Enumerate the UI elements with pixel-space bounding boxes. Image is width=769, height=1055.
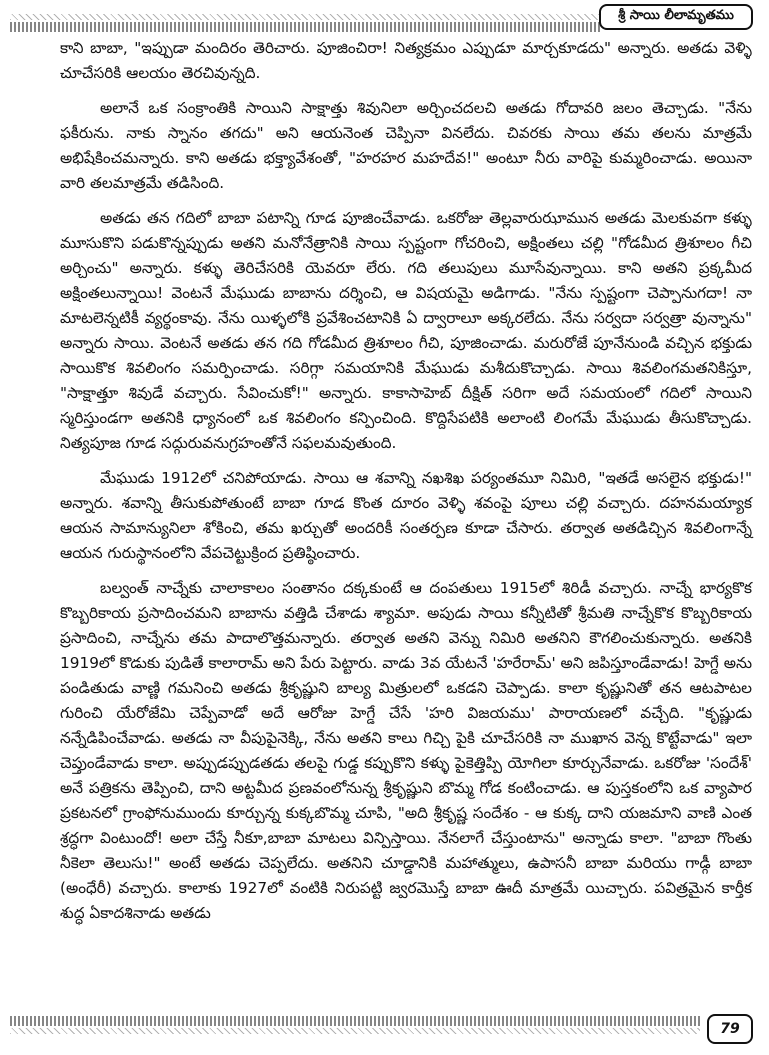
header-border: [10, 22, 600, 32]
paragraph: కాని బాబా, "ఇప్పుడా మందిరం తెరిచారు. పూజించిరా! నిత్యక్రమం ఎప్పుడూ మార్చకూడదు" అన్నారు. అతడు వెళ్ళి చూచేసరికి ఆలయం తెరచివున్నది.: [60, 39, 752, 82]
book-title: శ్రీ సాయి లీలామృతము: [599, 4, 753, 30]
page-body: [60, 36, 752, 936]
paragraph: మేఘుడు 1912లో చనిపోయాడు. సాయి ఆ శవాన్ని నఖశిఖ పర్యంతమూ నిమిరి, "ఇతడే అసలైన భక్తుడు!" అన్నారు. శవాన్ని తీసుకుపోతుంటే బాబా గూడ కొంత దూరం వెళ్ళి శవంపై పూలు చల్లి వచ్చారు. దహనమయ్యాక ఆయన సామాన్యునిలా శోకించి, తమ ఖర్చుతో అందరికీ సంతర్పణ కూడా చేసారు. తర్వాత అతడిచ్చిన శివలింగాన్నే ఆయన గురుస్థానంలోని వేపచెట్టుక్రింద ప్రతిష్ఠించారు.: [60, 469, 752, 562]
page-header: [0, 0, 769, 36]
footer-border: [10, 1016, 700, 1026]
paragraph: అలానే ఒక సంక్రాంతికి సాయిని సాక్షాత్తు శివునిలా అర్చించదలచి అతడు గోదావరి జలం తెచ్చాడు. "నేను ఫకీరును. నాకు స్నానం తగదు" అని ఆయనెంత చెప్పినా వినలేదు. చివరకు సాయి తమ తలను మాత్రమే అభిషేకించమన్నారు. కాని అతడు భక్త్యావేశంతో, "హరహర మహదేవ!" అంటూ నీరు వారిపై కుమ్మరించాడు. అయినా వారి తలమాత్రమే తడిసింది.: [60, 99, 752, 192]
paragraph: బల్వంత్ నాచ్నేకు చాలాకాలం సంతానం దక్కకుంటే ఆ దంపతులు 1915లో శిరిడీ వచ్చారు. నాచ్నే భార్యకొక కొబ్బరికాయ ప్రసాదించమని బాబాను వత్తిడి చేశాడు శ్యామా. అపుడు సాయి కన్నీటితో శ్రీమతి నాచ్నేకొక కొబ్బరికాయ ప్రసాదించి, నాచ్నేను తమ పాదాలొత్తమన్నారు. తర్వాత అతని వెన్ను నిమిరి అతనిని కౌగలించుకున్నారు. అతనికి 1919లో కొడుకు పుడితే కాలారామ్ అని పేరు పెట్టారు. వాడు 3వ యేటనే 'హరేరామ్' అని జపిస్తూండేవాడు! హెగ్డే అను పండితుడు వాణ్ణి గమనించి అతడు శ్రీకృష్ణుని బాల్య మిత్రులలో ఒకడని చెప్పాడు. కాలా కృష్ణునితో తన ఆటపాటల గురించి యేరోజేమి చెప్పేవాడో అదే ఆరోజు హెగ్డే చేసే 'హరి విజయము' పారాయణలో వచ్చేది. "కృష్ణుడు నన్నేడిపించేవాడు. అతడు నా వీపుపైనెక్కి, నేను అతని కాలు గిచ్చి పైకి చూచేసరికి నా ముఖాన వెన్న కొట్టేవాడు" ఇలా చెప్తుండేవాడు కాలా. అప్పుడప్పుడతడు తలపై గుడ్డ కప్పుకొని కళ్ళు పైకెత్తిప్పి యోగిలా కూర్చునేవాడు. ఒకరోజు 'సందేశ్' అనే పత్రికను తెప్పించి, దాని అట్టమీద ప్రణవంలోనున్న శ్రీకృష్ణుని బొమ్మ గోడ కంటించాడు. ఆ పుస్తకంలోని ఒక వ్యాపార ప్రకటనలో గ్రాంఫోనుముందు కూర్చున్న కుక్కబొమ్మ చూపి, "అది శ్రీకృష్ణ సందేశం - ఆ కుక్క దాని యజమాని వాణి ఎంత శ్రద్ధగా వింటుందో! అలా చేస్తే నీకూ,బాబా మాటలు విన్పిస్తాయి. నేనలాగే చేస్తుంటాను" అన్నాడు కాలా. "బాబా గొంతు నీకెలా తెలుసు!" అంటే అతడు చెప్పలేదు. అతనిని చూడ్డానికి మహాత్ములు, ఉపాసనీ బాబా మరియు గాడ్గీ బాబా (అంధేరీ) వచ్చారు. కాలాకు 1927లో వంటికి నిరుపట్టి జ్వరమొస్తే బాబా ఊదీ మాత్రమే యిచ్చారు. పవిత్రమైన కార్తీక శుద్ధ ఏకాదశినాడు అతడు: [60, 579, 752, 922]
page-number: 79: [707, 1014, 753, 1044]
header-ornament: [10, 14, 600, 20]
footer-ornament: [10, 1028, 700, 1034]
paragraph: అతడు తన గదిలో బాబా పటాన్ని గూడ పూజించేవాడు. ఒకరోజు తెల్లవారుఝామున అతడు మెలకువగా కళ్ళు మూసుకొని పడుకొన్నప్పుడు అతని మనోనేత్రానికి సాయి స్పష్టంగా గోచరించి, అక్షింతలు చల్లి "గోడమీద త్రిశూలం గీచి అర్చించు" అన్నారు. కళ్ళు తెరిచేసరికి యెవరూ లేరు. గది తలుపులు మూసేవున్నాయి. కాని అతని ప్రక్కమీద అక్షింతలున్నాయి! వెంటనే మేఘుడు బాబాను దర్శించి, ఆ విషయమై అడిగాడు. "నేను స్పష్టంగా చెప్పానుగదా! నా మాటలెన్నటికీ వ్యర్థంకావు. నేను యిళ్ళలోకి ప్రవేశించటానికి ఏ ద్వారాలూ అక్కరలేదు. నేను సర్వదా సర్వత్రా వున్నాను" అన్నారు సాయి. వెంటనే అతడు తన గది గోడమీద త్రిశూలం గీచి, పూజించాడు. మరురోజే పూనేనుండి వచ్చిన భక్తుడు సాయికొక శివలింగం సమర్పించాడు. సరిగ్గా సమయానికి మేఘుడు మశీదుకొచ్చాడు. సాయి శివలింగమతనికిస్తూ, "సాక్షాత్తూ శివుడే వచ్చారు. సేవించుకో!" అన్నారు. కాకాసాహెబ్ దీక్షిత్ సరిగా అదే సమయంలో గదిలో సాయిని స్మరిస్తుండగా అతనికి ధ్యానంలో ఒక శివలింగం కన్పించింది. కొద్దిసేపటికి అలాంటి లింగమే మేఘుడు తీసుకొచ్చాడు. నిత్యపూజ గూడ సద్గురువనుగ్రహంతోనే సఫలమవుతుంది.: [60, 209, 752, 452]
